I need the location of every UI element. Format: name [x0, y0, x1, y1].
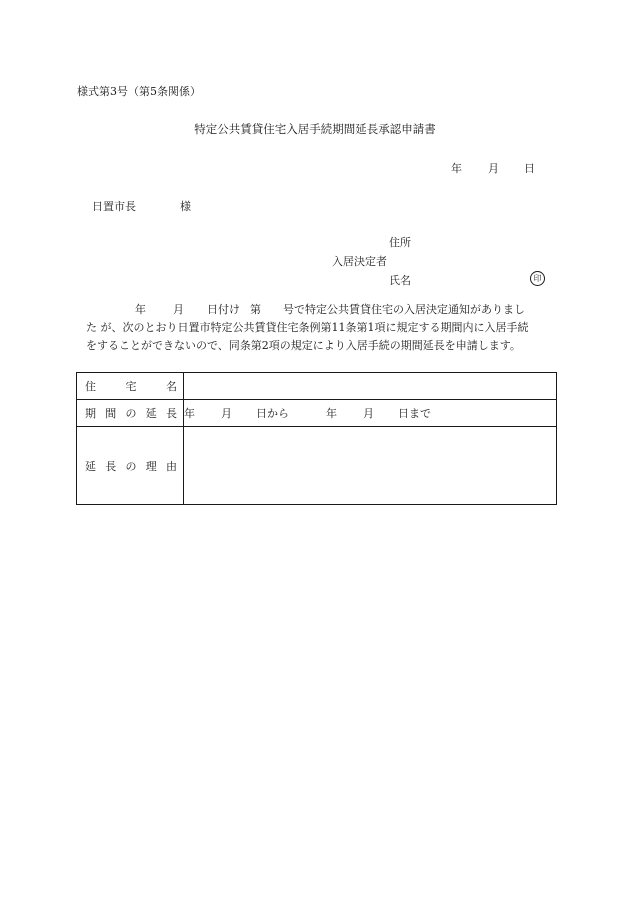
- date-month: 月: [488, 162, 499, 175]
- body-no: 第: [250, 303, 261, 316]
- table-row: [77, 427, 557, 505]
- addressee-name: 日置市長: [92, 200, 136, 213]
- extension-reason-field[interactable]: [184, 427, 557, 505]
- addressee: [92, 200, 191, 214]
- body-day-dated: 日付け: [207, 303, 240, 316]
- application-table: [76, 372, 557, 505]
- body-line-1-rest: 号で特定公共賃貸住宅の入居決定通知がありまし: [283, 303, 525, 316]
- body-line-2: た が、次のとおり日置市特定公共賃貸住宅条例第11条第1項に規定する期間内に入居手続: [86, 321, 529, 334]
- housing-name-label: 住 宅 名: [77, 373, 184, 400]
- form-number: 様式第3号（第5条関係）: [77, 85, 201, 98]
- document-title: 特定公共賃貸住宅入居手続期間延長承認申請書: [194, 122, 436, 136]
- body-paragraph: [86, 301, 558, 355]
- seal-mark: 印: [530, 271, 545, 286]
- housing-name-field[interactable]: [184, 373, 557, 400]
- extension-period-label: 期 間 の 延 長: [77, 400, 184, 427]
- table-row: [77, 400, 557, 427]
- name-label: 氏名: [389, 274, 411, 287]
- body-line-1: [86, 301, 558, 319]
- body-month: 月: [173, 303, 184, 316]
- extension-period-field[interactable]: 年 月 日から 年 月 日まで: [184, 400, 557, 427]
- body-year: 年: [135, 303, 146, 316]
- date-line: [451, 162, 535, 176]
- address-label: 住所: [389, 236, 411, 249]
- extension-reason-label: 延 長 の 理 由: [77, 427, 184, 505]
- body-line-3: をすることができないので、同条第2項の規定により入居手続の期間延長を申請します。: [86, 339, 521, 352]
- decider-label: 入居決定者: [332, 255, 387, 268]
- date-year: 年: [451, 162, 462, 175]
- date-day: 日: [524, 162, 535, 175]
- addressee-honorific: 様: [180, 200, 191, 213]
- table-row: [77, 373, 557, 400]
